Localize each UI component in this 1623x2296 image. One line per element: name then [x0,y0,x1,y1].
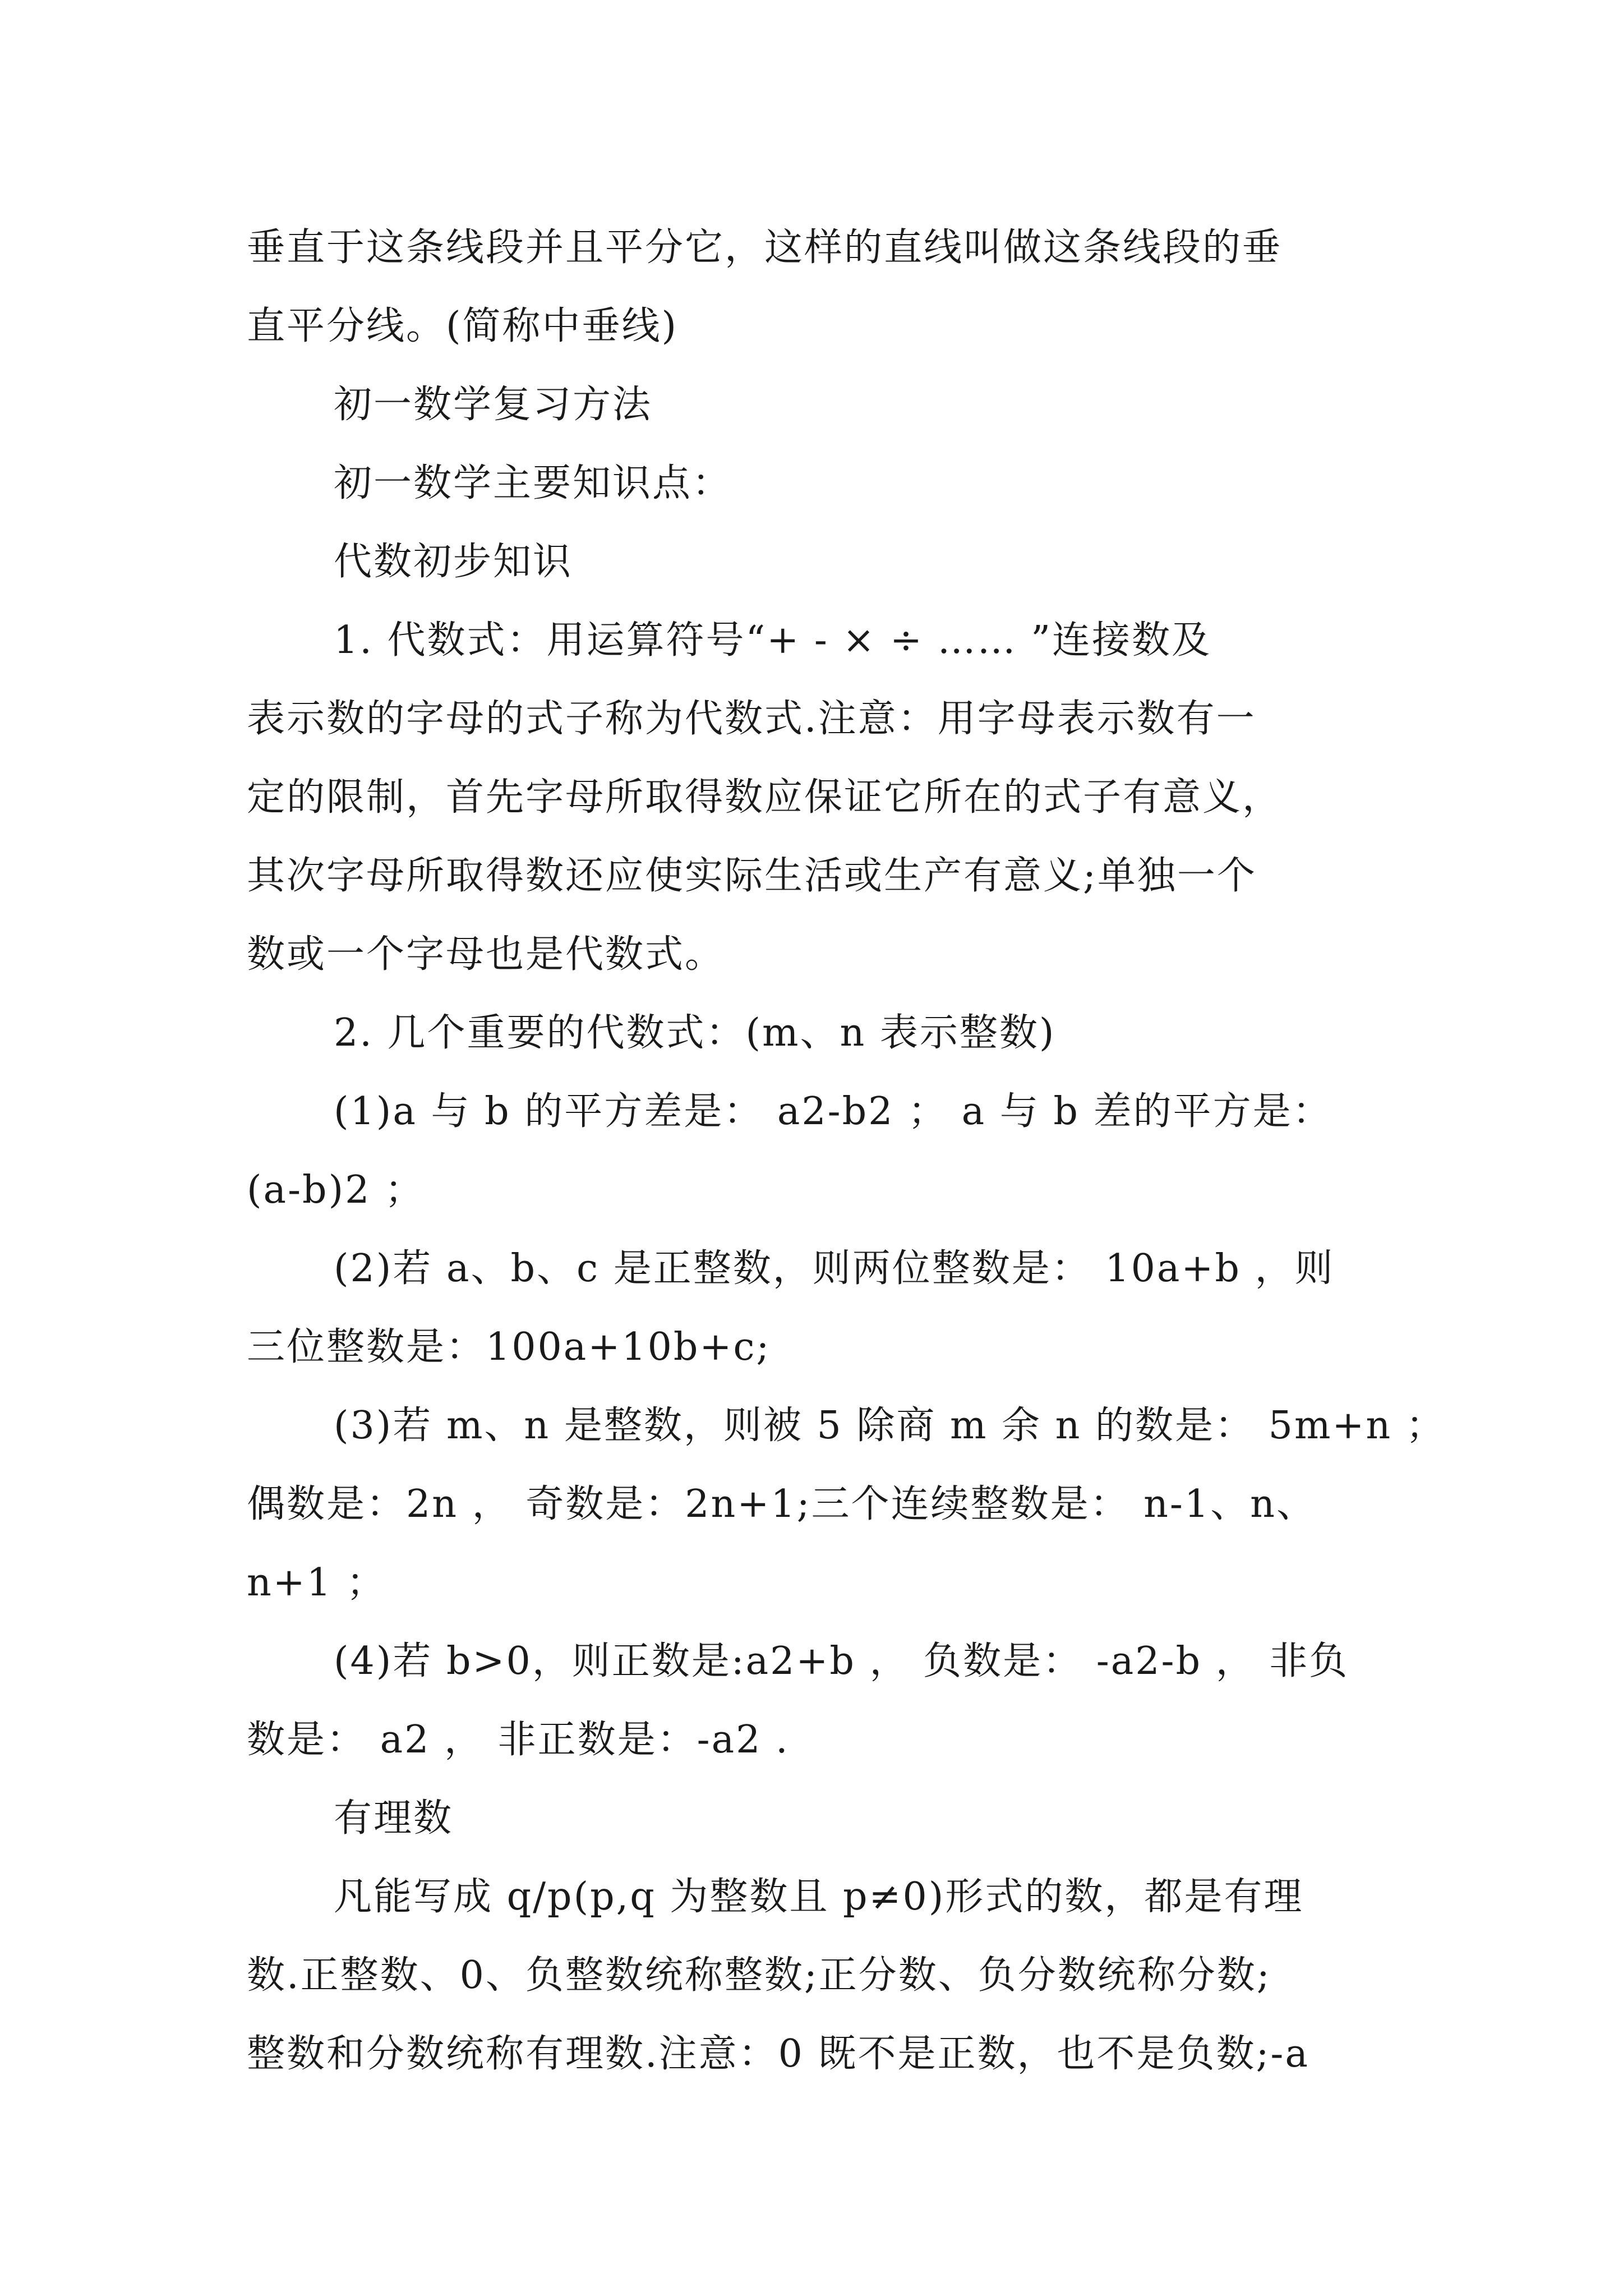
paragraph-line: 数.正整数、0、负整数统称整数;正分数、负分数统称分数; [247,1953,1271,1998]
section-heading: 代数初步知识 [334,540,573,584]
paragraph-line: 垂直于这条线段并且平分它，这样的直线叫做这条线段的垂 [247,226,1283,270]
paragraph-line: 数是： a2 ， 非正数是：-a2 . [247,1718,790,1762]
paragraph-line: (2)若 a、b、c 是正整数，则两位整数是： 10a+b ，则 [334,1246,1335,1291]
paragraph-line: 偶数是：2n ， 奇数是：2n+1;三个连续整数是： n-1、n、 [247,1482,1316,1526]
paragraph-line: 凡能写成 q/p(p,q 为整数且 p≠0)形式的数，都是有理 [334,1875,1304,1919]
paragraph-line: 定的限制，首先字母所取得数应保证它所在的式子有意义， [247,775,1283,820]
paragraph-line: (3)若 m、n 是整数，则被 5 除商 m 余 n 的数是： 5m+n ； [334,1404,1446,1448]
section-heading: 初一数学复习方法 [334,383,653,427]
paragraph-line: 数或一个字母也是代数式。 [247,932,725,977]
paragraph-line: 1. 代数式：用运算符号“+ - × ÷ …… ”连接数及 [334,618,1212,662]
paragraph-line: 表示数的字母的式子称为代数式.注意：用字母表示数有一 [247,697,1256,741]
paragraph-line: 2. 几个重要的代数式：(m、n 表示整数) [334,1011,1056,1055]
paragraph-line: 整数和分数统称有理数.注意：0 既不是正数，也不是负数;-a [247,2032,1310,2076]
section-heading: 初一数学主要知识点： [334,461,732,505]
paragraph-line: (1)a 与 b 的平方差是： a2-b2 ； a 与 b 差的平方是： [334,1089,1332,1134]
paragraph-line: (4)若 b>0，则正数是:a2+b ， 负数是： -a2-b ， 非负 [334,1639,1349,1683]
paragraph-line: 直平分线。(简称中垂线) [247,304,679,348]
paragraph-line: n+1 ； [247,1561,386,1605]
section-heading: 有理数 [334,1796,454,1841]
paragraph-line: (a-b)2 ； [247,1168,425,1212]
paragraph-line: 其次字母所取得数还应使实际生活或生产有意义;单独一个 [247,854,1257,898]
paragraph-line: 三位整数是：100a+10b+c; [247,1325,771,1369]
